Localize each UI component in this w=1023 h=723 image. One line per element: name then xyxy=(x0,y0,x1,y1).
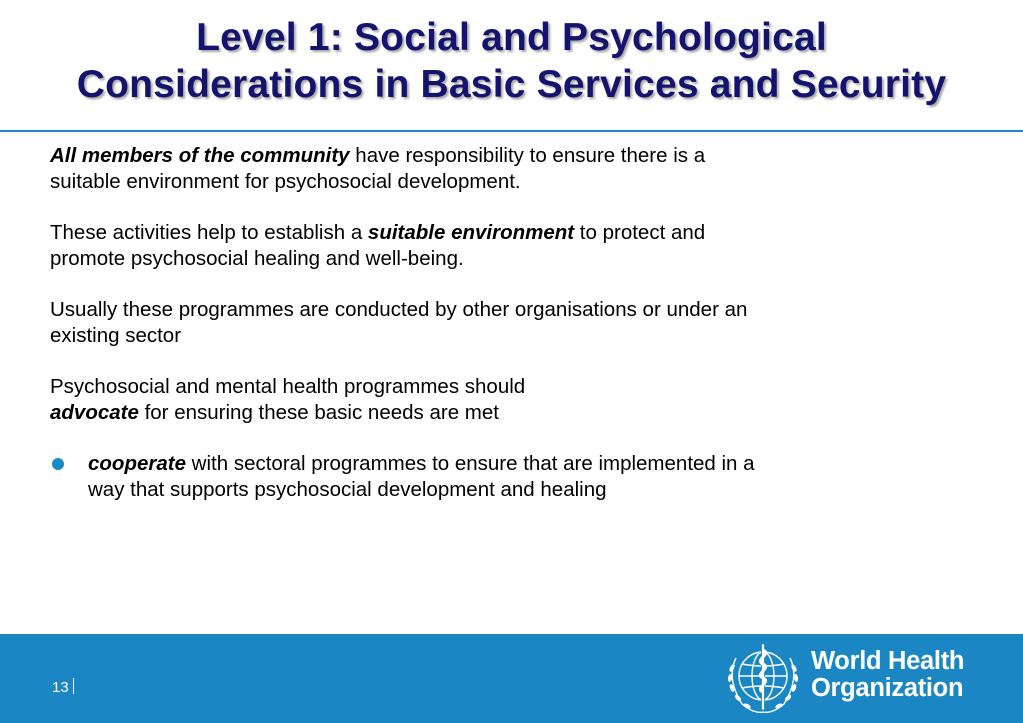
emphasis-cooperate: cooperate xyxy=(88,452,186,475)
emphasis-community: All members of the community xyxy=(50,144,350,167)
bullet-cooperate-text: with sectoral programmes to ensure that are implemented in a xyxy=(185,452,755,475)
paragraph-community-continuation: suitable environment for psychosocial development. xyxy=(50,170,521,193)
footer-bar xyxy=(0,634,1023,723)
paragraph-community-text: have responsibility to ensure there is a xyxy=(349,144,706,167)
page-number-value: 13 xyxy=(52,679,69,696)
paragraph-activities-continuation: promote psychosocial healing and well-being. xyxy=(50,247,464,270)
paragraph-activities-text: These activities help to establish a xyxy=(50,221,368,244)
bullet-cooperate xyxy=(50,451,975,503)
slide-body xyxy=(50,143,975,503)
slide-title-line-2: Considerations in Basic Services and Security xyxy=(76,63,947,106)
page-number xyxy=(52,678,74,696)
slide-title xyxy=(0,14,1023,108)
paragraph-advocate-text-2: for ensuring these basic needs are met xyxy=(138,401,499,424)
paragraph-advocate-text: Psychosocial and mental health programmes should xyxy=(50,375,526,398)
paragraph-activities-text-2: to protect and xyxy=(574,221,706,244)
who-emblem-icon xyxy=(720,636,806,720)
paragraph-programmes-text: Usually these programmes are conducted by other organisations or under an xyxy=(50,298,748,321)
paragraph-programmes-continuation: existing sector xyxy=(50,324,182,347)
paragraph-advocate xyxy=(50,374,975,426)
paragraph-advocate-continuation xyxy=(50,400,975,426)
bullet-dot-icon xyxy=(52,458,64,470)
paragraph-programmes xyxy=(50,297,975,349)
slide-title-line-1: Level 1: Social and Psychological xyxy=(196,16,827,59)
paragraph-activities xyxy=(50,220,975,272)
who-wordmark-line-1: World Health xyxy=(811,647,965,675)
paragraph-community xyxy=(50,143,975,195)
title-divider xyxy=(0,130,1023,132)
bullet-cooperate-continuation: way that supports psychosocial development and healing xyxy=(88,478,607,501)
page-number-separator xyxy=(73,678,74,694)
who-wordmark xyxy=(811,648,964,702)
who-wordmark-line-2: Organization xyxy=(811,674,964,702)
emphasis-suitable-environment: suitable environment xyxy=(367,221,575,244)
emphasis-advocate: advocate xyxy=(50,401,139,424)
